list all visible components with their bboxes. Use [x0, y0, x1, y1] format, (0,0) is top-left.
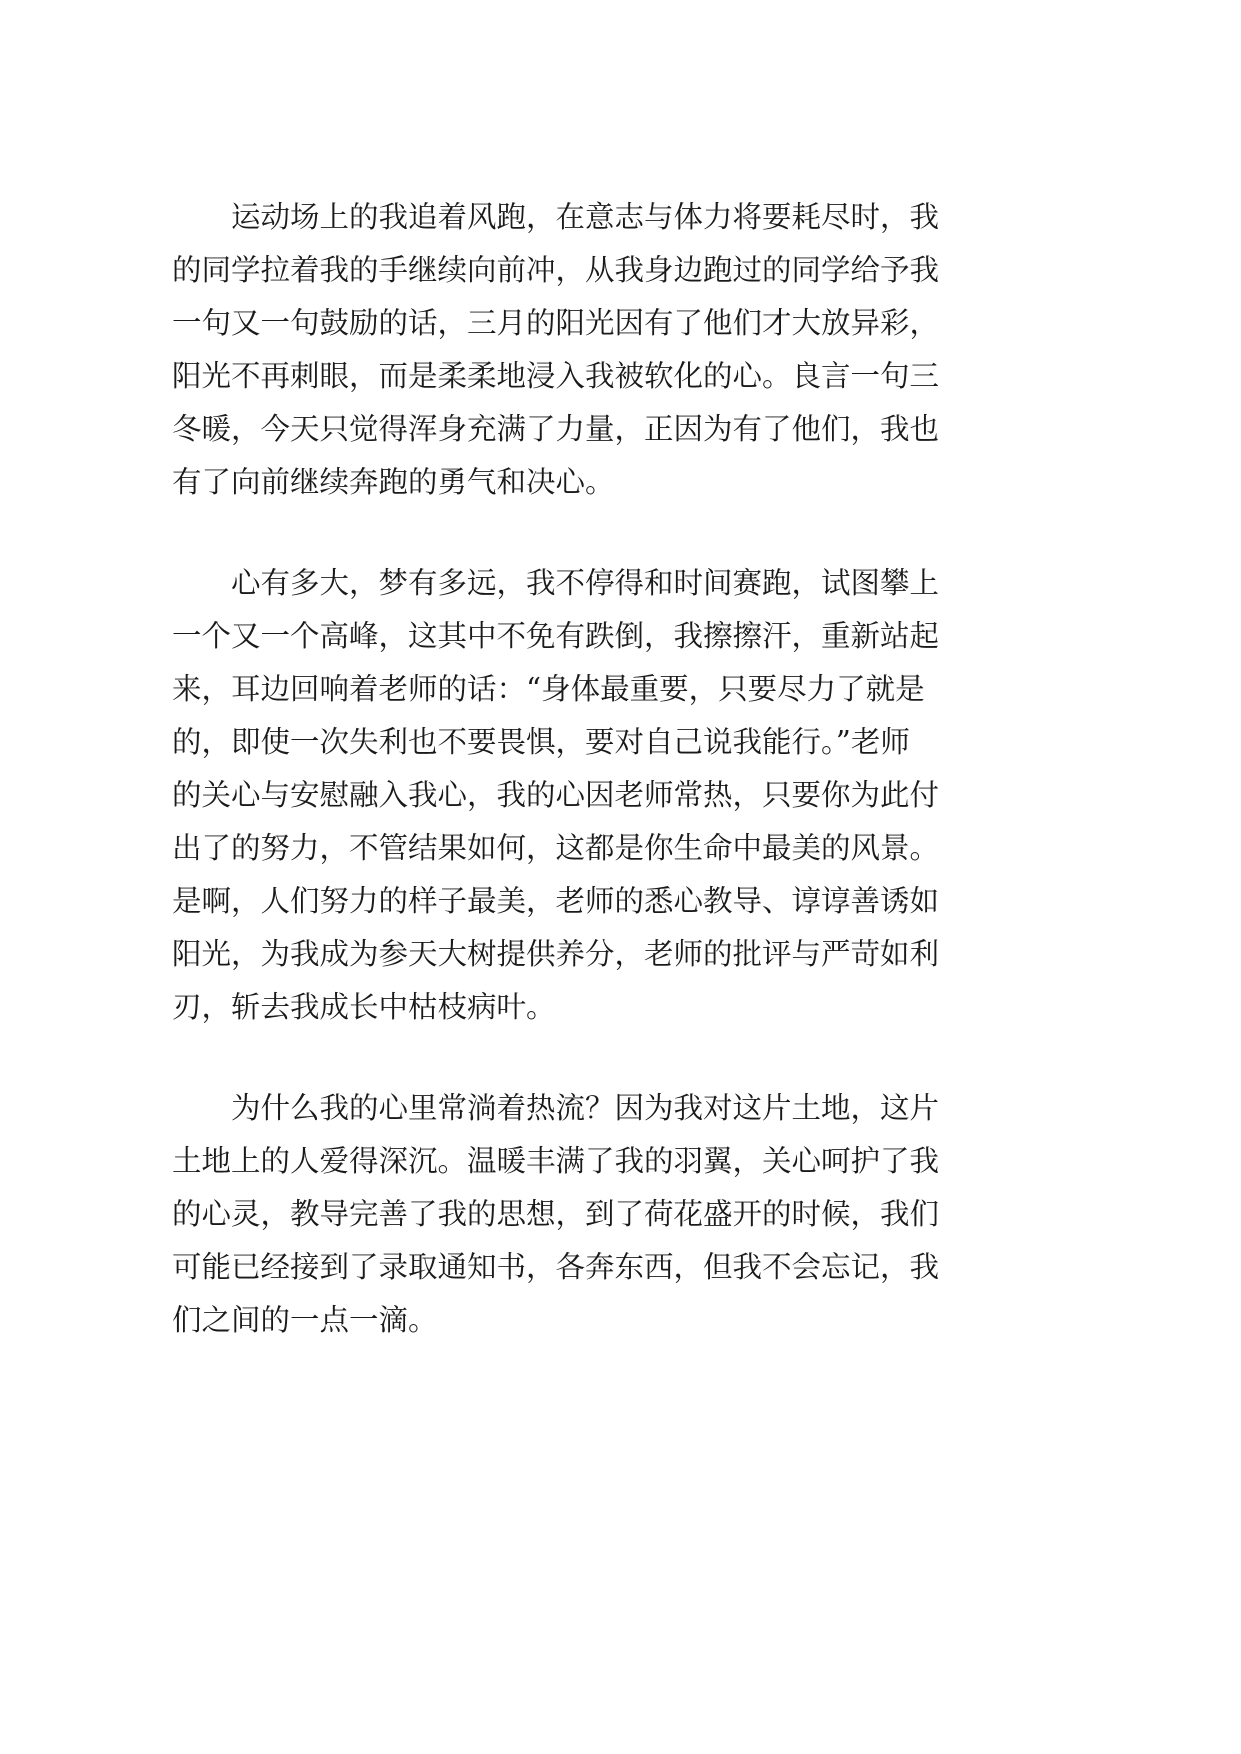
paragraph-line: 冬暖，今天只觉得浑身充满了力量，正因为有了他们，我也	[172, 412, 940, 446]
paragraph-line: 土地上的人爱得深沉。温暖丰满了我的羽翼，关心呵护了我	[172, 1144, 940, 1178]
paragraph-line: 们之间的一点一滴。	[172, 1303, 438, 1337]
paragraph-line: 阳光，为我成为参天大树提供养分，老师的批评与严苛如利	[172, 937, 940, 971]
paragraph-line: 出了的努力，不管结果如何，这都是你生命中最美的风景。	[172, 831, 940, 865]
paragraph-line: 心有多大，梦有多远，我不停得和时间赛跑，试图攀上	[231, 566, 940, 600]
paragraph-3	[172, 1082, 962, 1347]
paragraph-line: 的心灵，教导完善了我的思想，到了荷花盛开的时候，我们	[172, 1197, 940, 1231]
paragraph-line: 的同学拉着我的手继续向前冲，从我身边跑过的同学给予我	[172, 253, 940, 287]
paragraph-line: 阳光不再刺眼，而是柔柔地浸入我被软化的心。良言一句三	[172, 359, 940, 393]
paragraph-1	[172, 191, 962, 509]
document-body	[172, 191, 962, 1395]
paragraph-line: 刃，斩去我成长中枯枝病叶。	[172, 990, 556, 1024]
paragraph-line: 是啊，人们努力的样子最美，老师的悉心教导、谆谆善诱如	[172, 884, 940, 918]
paragraph-line: 的，即使一次失利也不要畏惧，要对自己说我能行。”老师	[172, 725, 910, 759]
paragraph-line: 为什么我的心里常淌着热流？因为我对这片土地，这片	[231, 1091, 940, 1125]
paragraph-line: 一个又一个高峰，这其中不免有跌倒，我擦擦汗，重新站起	[172, 619, 940, 653]
paragraph-line: 一句又一句鼓励的话，三月的阳光因有了他们才大放异彩，	[172, 306, 940, 340]
paragraph-line: 的关心与安慰融入我心，我的心因老师常热，只要你为此付	[172, 778, 940, 812]
paragraph-line: 运动场上的我追着风跑，在意志与体力将要耗尽时，我	[231, 200, 940, 234]
paragraph-line: 有了向前继续奔跑的勇气和决心。	[172, 465, 615, 499]
paragraph-2	[172, 557, 962, 1034]
paragraph-line: 可能已经接到了录取通知书，各奔东西，但我不会忘记，我	[172, 1250, 940, 1284]
paragraph-line: 来，耳边回响着老师的话：“身体最重要，只要尽力了就是	[172, 672, 925, 706]
